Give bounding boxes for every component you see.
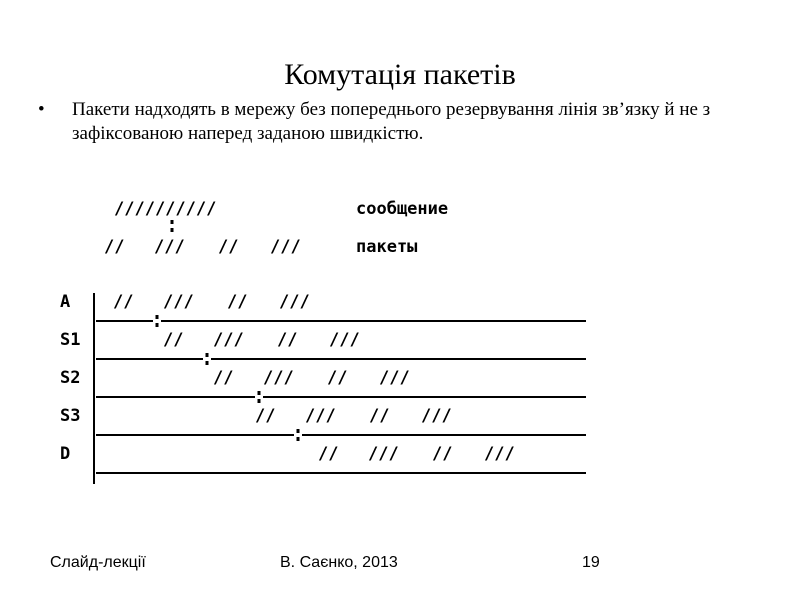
packet-group: // [163, 330, 184, 350]
bullet-icon: • [38, 99, 45, 120]
packet-group: /// [421, 406, 452, 426]
packet-group: /// [484, 444, 515, 464]
node-label: S1 [60, 330, 81, 350]
message-marks: ////////// [114, 199, 217, 219]
packet-group: // [113, 292, 134, 312]
node-label: D [60, 444, 71, 464]
footer-left: Слайд-лекції [50, 554, 146, 571]
packet-group: // [255, 406, 276, 426]
packet-group: // [318, 444, 339, 464]
packet-group: /// [163, 292, 194, 312]
packet-group: // [369, 406, 390, 426]
message-label: сообщение [356, 199, 449, 219]
packet-group: /// [379, 368, 410, 388]
packet-group: /// [279, 292, 310, 312]
footer-center: В. Саєнко, 2013 [280, 554, 398, 571]
packet-group: // [104, 237, 125, 257]
slide-title: Комутація пакетів [284, 58, 516, 91]
packet-group: /// [263, 368, 294, 388]
packet-group: /// [154, 237, 185, 257]
packet-group: /// [213, 330, 244, 350]
bullet-text: Пакети надходять в мережу без попереднього резервування лінія зв’язку й не з зафіксованою наперед заданою швидкістю. [72, 99, 711, 144]
packet-group: // [218, 237, 239, 257]
node-label: S3 [60, 406, 81, 426]
footer-page-number: 19 [582, 554, 600, 571]
diagram-layer [60, 199, 586, 484]
packet-group: /// [305, 406, 336, 426]
packet-group: /// [270, 237, 301, 257]
packet-group: // [213, 368, 234, 388]
packet-group: // [227, 292, 248, 312]
node-label: A [60, 292, 71, 312]
packets-label: пакеты [356, 237, 418, 257]
packet-group: /// [368, 444, 399, 464]
node-label: S2 [60, 368, 81, 388]
packet-group: // [432, 444, 453, 464]
packet-group: // [277, 330, 298, 350]
packet-group: // [327, 368, 348, 388]
packet-group: /// [329, 330, 360, 350]
